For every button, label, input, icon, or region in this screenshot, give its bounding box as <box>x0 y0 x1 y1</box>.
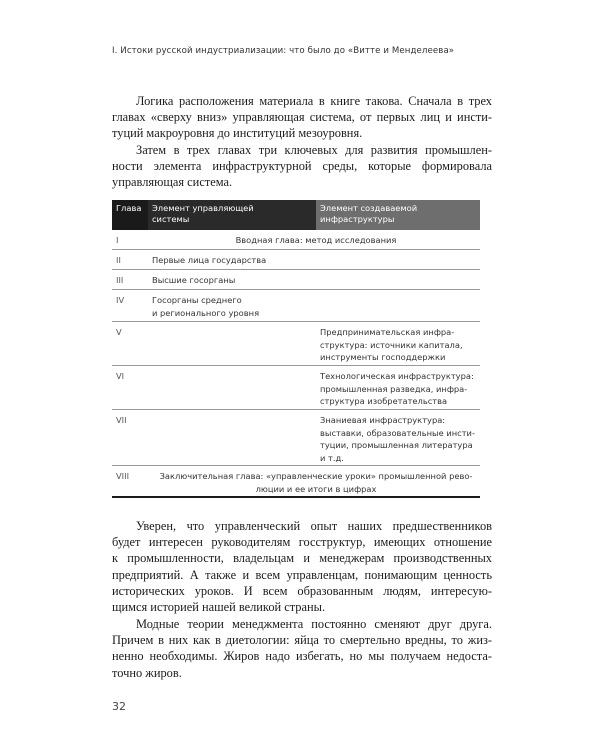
row-span-line: люции и ее итоги в цифрах <box>255 483 377 494</box>
text-line: главах «сверху вниз» управляющая система, от первых лиц и инсти- <box>112 110 492 125</box>
text-line: Причем в них как в диетологии: яйца то смертельно вредны, то жиз- <box>112 633 492 648</box>
row-infrastructure-line: Предпринимательская инфра- <box>320 327 455 337</box>
table-row <box>112 270 480 290</box>
row-infrastructure <box>320 414 475 464</box>
table-row <box>112 410 480 466</box>
row-management: Первые лица государства <box>152 255 267 265</box>
row-management <box>152 294 259 319</box>
outro-paragraph-2 <box>112 616 492 681</box>
row-infrastructure-line: Знаниевая инфраструктура: <box>320 415 446 425</box>
row-management-line: и регионального уровня <box>152 307 260 318</box>
header-management-line: Элемент управляющей <box>152 203 254 213</box>
text-line: предприятий. А также и всем управленцам, понимающим ценность <box>112 567 492 582</box>
row-number: IV <box>116 295 125 305</box>
text-line: ненно необходимы. Жиров надо избегать, но мы получаем недоста- <box>112 649 492 664</box>
text-line: Уверен, что управленческий опыт наших предшественников <box>136 519 492 533</box>
header-chapter <box>112 200 148 230</box>
text-line: ности элемента инфраструктурной среды, которые формировала <box>112 159 492 174</box>
header-infrastructure <box>316 200 480 230</box>
outro-paragraph-1 <box>112 518 492 615</box>
row-infrastructure-line: выставки, образовательные инсти- <box>320 427 475 438</box>
text-line: исторических уроков. И всем образованным людям, интересую- <box>112 583 492 598</box>
text-line: Модные теории менеджмента постоянно сменяют друг друга. <box>136 617 492 631</box>
table-row <box>112 230 480 250</box>
text-line: к промышленности, владельцам и менеджерам производственных <box>112 551 492 566</box>
table-header <box>112 200 480 230</box>
table-row <box>112 290 480 322</box>
row-infrastructure-line: промышленная разведка, инфра- <box>320 383 468 394</box>
row-number: VIII <box>116 471 130 481</box>
row-management: Высшие госорганы <box>152 275 236 285</box>
intro-paragraph-2 <box>112 142 492 191</box>
row-infrastructure-line: структура изобретательства <box>320 396 448 406</box>
row-infrastructure-line: Технологическая инфраструктура: <box>320 371 474 381</box>
text-line: будет интересен руководителям госструктур, имеющих отношение <box>112 535 492 550</box>
row-infrastructure <box>320 370 474 408</box>
text-line: точно жиров. <box>112 665 182 680</box>
header-infrastructure-line: инфраструктуры <box>320 214 395 224</box>
text-line: туций макроуровня до институций мезоуровня. <box>112 126 363 141</box>
text-line: Логика расположения материала в книге такова. Сначала в трех <box>136 94 492 108</box>
row-span-text <box>152 470 480 495</box>
text-line: щимся историей нашей великой страны. <box>112 599 326 614</box>
header-management <box>148 200 316 230</box>
row-number: III <box>116 275 124 285</box>
row-number: VI <box>116 371 125 381</box>
text-line: Затем в трех главах три ключевых для развития промышлен- <box>136 143 492 157</box>
text-line: управляющая система. <box>112 175 233 190</box>
row-number: II <box>116 255 121 265</box>
table-row <box>112 322 480 366</box>
header-chapter-label: Глава <box>116 203 142 213</box>
running-head: I. Истоки русской индустриализации: что было до «Витте и Менделеева» <box>112 46 455 56</box>
row-infrastructure-line: и т.д. <box>320 452 344 463</box>
row-management-line: Госорганы среднего <box>152 295 242 305</box>
table-row <box>112 250 480 270</box>
table-row <box>112 466 480 498</box>
header-infrastructure-line: Элемент создаваемой <box>320 203 418 213</box>
header-management-line: системы <box>152 214 190 224</box>
row-infrastructure-line: структура: источники капитала, <box>320 339 463 350</box>
table-row <box>112 366 480 410</box>
row-number: VII <box>116 415 127 425</box>
row-span-line: Заключительная глава: «управленческие уроки» промышленной рево- <box>159 471 473 481</box>
row-infrastructure-line: туции, промышленная литература <box>320 440 473 450</box>
row-span-text: Вводная глава: метод исследования <box>235 235 397 245</box>
row-infrastructure-line: инструменты господдержки <box>320 352 446 362</box>
row-infrastructure <box>320 326 463 364</box>
intro-paragraph-1 <box>112 93 492 142</box>
row-number: V <box>116 327 122 337</box>
page-number: 32 <box>112 700 126 713</box>
row-number: I <box>116 235 119 245</box>
